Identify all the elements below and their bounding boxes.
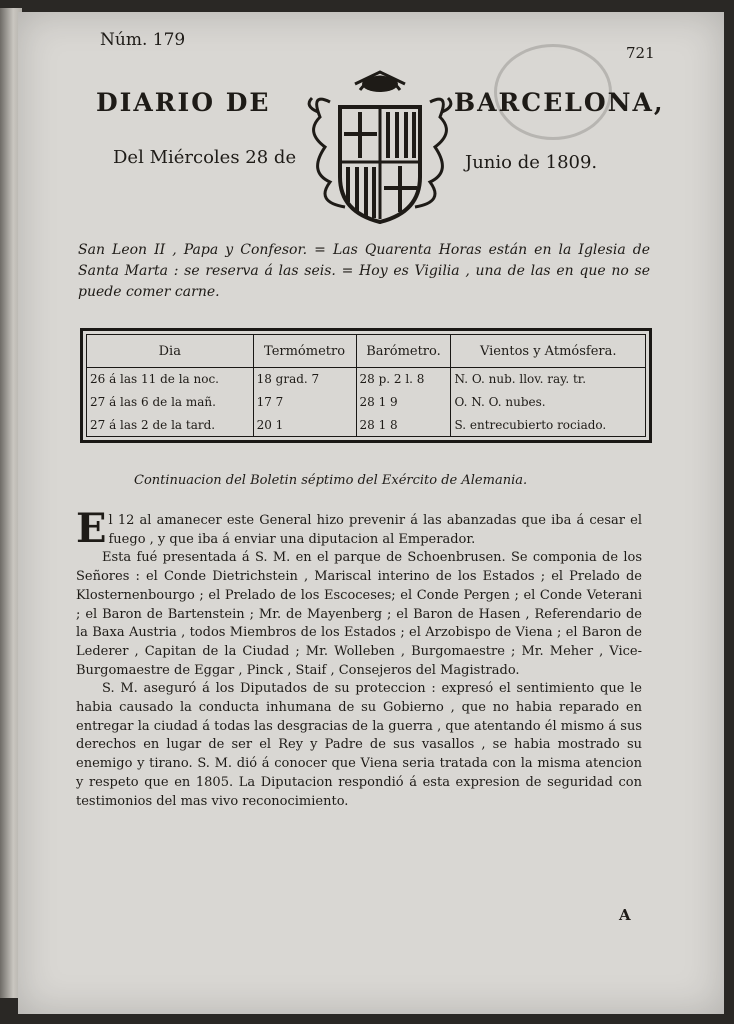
article-subheading: Continuacion del Boletin séptimo del Exército de Alemania. <box>134 473 528 488</box>
weather-cell: 28 1 8 <box>356 413 451 436</box>
weather-header-barometro: Barómetro. <box>356 335 451 368</box>
saints-day-note: San Leon II , Papa y Confesor. = Las Quarenta Horas están en la Iglesia de Santa Marta : se reserva á las seis. = Hoy es Vigilia , una de las en que no se puede comer carne. <box>78 242 650 300</box>
table-row <box>87 368 646 391</box>
weather-header-vientos: Vientos y Atmósfera. <box>451 335 646 368</box>
table-row <box>87 413 646 436</box>
weather-header-termometro: Termómetro <box>253 335 356 368</box>
weather-cell: 28 1 9 <box>356 391 451 414</box>
table-row <box>87 391 646 414</box>
weather-cell: N. O. nub. llov. ray. tr. <box>454 372 587 387</box>
paragraph <box>76 505 642 552</box>
weather-cell: 26 á las 11 de la noc. <box>87 368 254 391</box>
weather-header-dia: Dia <box>87 335 254 368</box>
catchword: A <box>619 906 631 924</box>
date-line-left: Del Miércoles 28 de <box>113 147 297 168</box>
masthead-title-right: BARCELONA, <box>454 88 665 117</box>
paragraph: Esta fué presentada á S. M. en el parque de Schoenbrusen. Se componia de los Señores : el Conde Dietrichstein , Mariscal interino de los Estados ; el Prelado de Klosternenbourgo ; el Prelado de los Escoceses; el Conde Pergen ; el Conde Veterani ; el Baron de Bartenstein ; Mr. de Mayenberg ; el Baron de Hasen , Referendario de la Baxa Austria , todos Miembros de los Estados ; el Arzobispo de Viena ; el Baron de Lederer , Capitan de la Ciudad ; Mr. Wolleben , Burgomaestre ; Mr. Meher , Vice-Burgomaestre de Eggar , Pinck , Staif , Consejeros del Magistrado. <box>76 550 642 678</box>
paragraph-text: l 12 al amanecer este General hizo prevenir á las abanzadas que iba á cesar el fuego , y que iba á enviar una diputacion al Emperador. <box>108 513 642 547</box>
date-line-right: Junio de 1809. <box>465 152 598 173</box>
weather-table <box>80 328 652 443</box>
drop-cap: E <box>76 505 107 552</box>
weather-cell: 28 p. 2 l. 8 <box>356 368 451 391</box>
weather-cell: S. entrecubierto rociado. <box>454 417 607 432</box>
weather-cell: 27 á las 6 de la mañ. <box>87 391 254 414</box>
weather-cell: 18 grad. 7 <box>253 368 356 391</box>
article-body <box>76 505 642 811</box>
page-number: 721 <box>626 44 655 62</box>
paragraph: S. M. aseguró á los Diputados de su proteccion : expresó el sentimiento que le habia causado la conducta inhumana de su Gobierno , que no habia reparado en entregar la ciudad á todas las desgracias de la guerra , que atentando él mismo á sus derechos en lugar de ser el Rey y Padre de sus vasallos , se habia mostrado su enemigo y tirano. S. M. dió á conocer que Viena seria tratada con la misma atencion y respeto que en 1805. La Diputacion respondió á esta expresion de seguridad con testimonios del mas vivo reconocimiento. <box>76 681 642 809</box>
weather-cell: O. N. O. nubes. <box>454 394 546 409</box>
issue-number: Núm. 179 <box>100 30 186 50</box>
weather-cell: 27 á las 2 de la tard. <box>87 413 254 436</box>
weather-cell: 20 1 <box>253 413 356 436</box>
masthead-title-left: DIARIO DE <box>96 88 271 117</box>
weather-cell: 17 7 <box>253 391 356 414</box>
coat-of-arms-icon <box>300 62 460 232</box>
